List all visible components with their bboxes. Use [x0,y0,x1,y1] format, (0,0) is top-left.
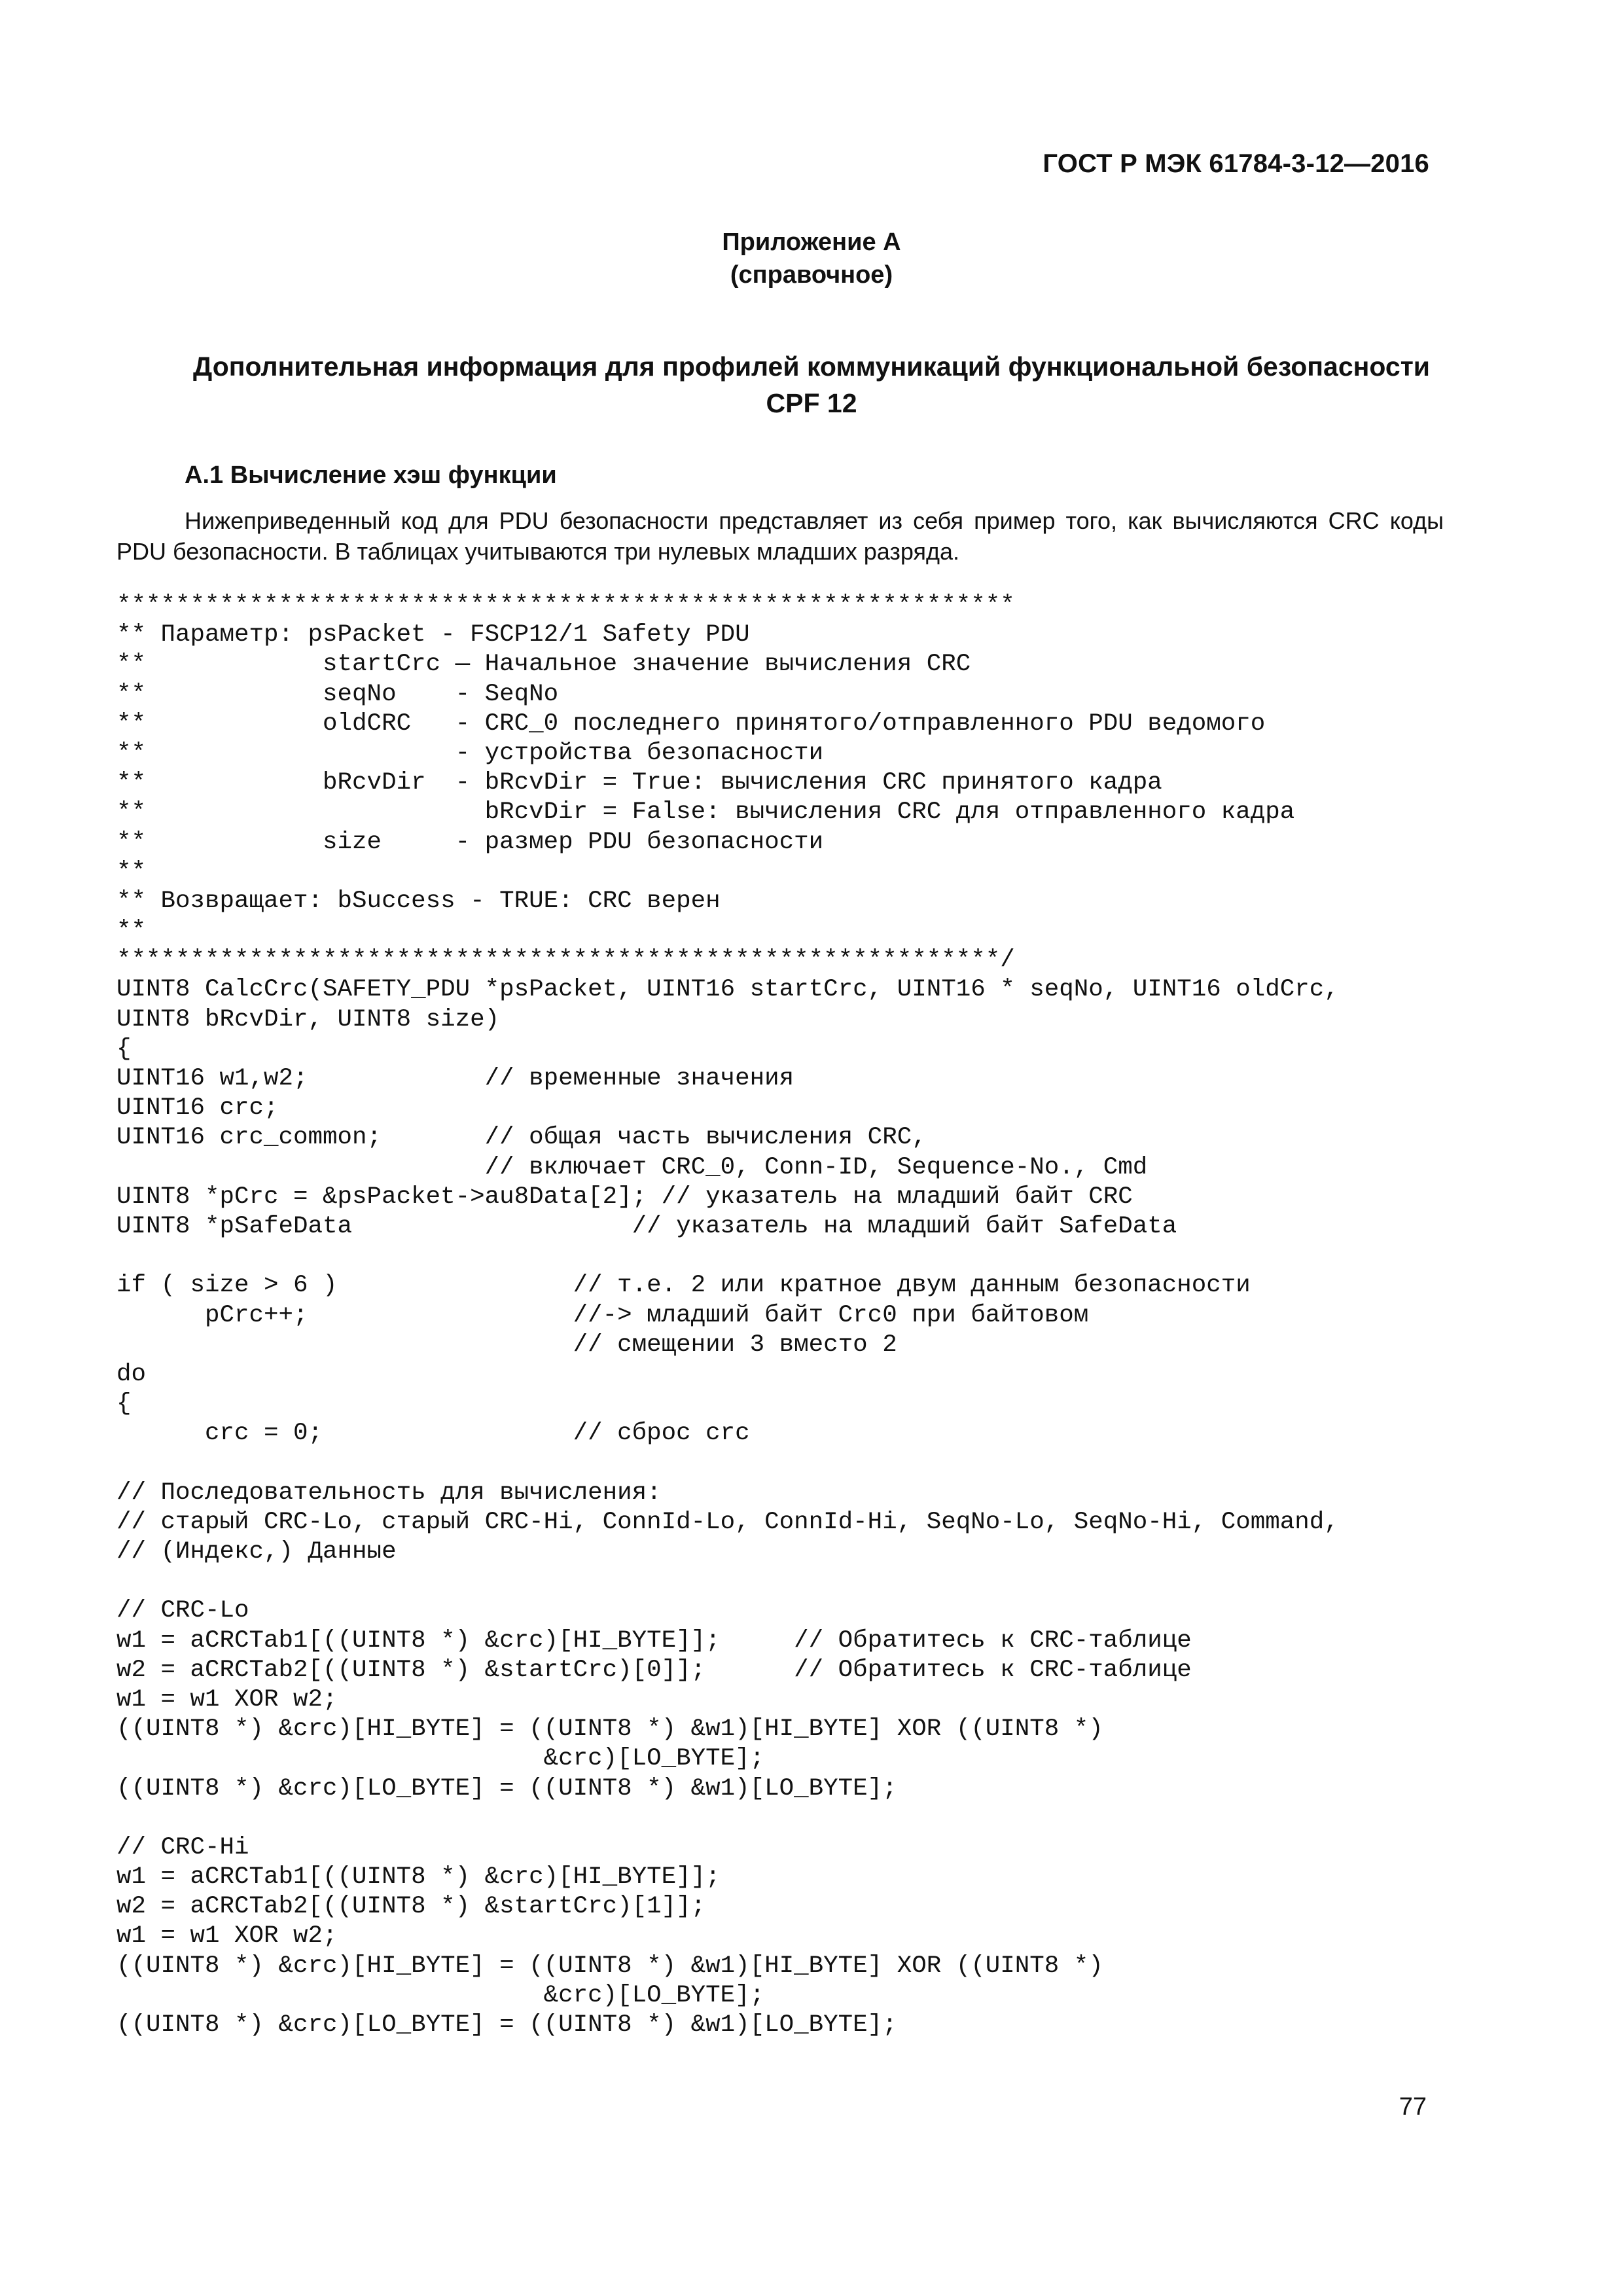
code-line [116,1567,1530,1596]
code-line: UINT8 bRcvDir, UINT8 size) [116,1005,500,1033]
appendix-type: (справочное) [730,261,893,289]
code-listing [116,591,1530,2040]
code-line: ************************************************************* [116,592,1015,619]
code-line: ** oldCRC - CRC_0 последнего принятого/отправленного PDU ведомого [116,709,1266,738]
code-line: crc = 0; // сброс crc [116,1420,750,1448]
intro-paragraph: Нижеприведенный код для PDU безопасности представляет из себя пример того, как вычисляются CRC коды PDU безопасности. В таблицах учитываются три нулевых младших разряда. [116,507,1444,565]
code-line: ((UINT8 *) &crc)[HI_BYTE] = ((UINT8 *) &w1)[HI_BYTE] XOR ((UINT8 *) [116,1715,1103,1744]
code-line: do [116,1360,147,1388]
code-line: UINT8 *pSafeData // указатель на младший байт SafeData [116,1212,1177,1240]
code-line: UINT8 CalcCrc(SAFETY_PDU *psPacket, UINT16 startCrc, UINT16 * seqNo, UINT16 oldCrc, [116,976,1339,1004]
code-line: // CRC-Hi [116,1833,249,1861]
document-title-line-1: Дополнительная информация для профилей коммуникаций функциональной безопасности [192,351,1430,382]
code-line: pCrc++; //-> младший байт Crc0 при байтовом [116,1301,1089,1329]
code-line: { [116,1035,132,1063]
code-line [116,1448,1530,1478]
code-line: if ( size > 6 ) // т.е. 2 или кратное двум данным безопасности [116,1272,1251,1300]
code-line: ** seqNo - SeqNo [116,680,559,708]
code-line: UINT16 crc_common; // общая часть вычисления CRC, [116,1124,927,1152]
code-line: ** bRcvDir - bRcvDir = True: вычисления CRC принятого кадра [116,769,1162,797]
document-title [118,348,1505,422]
code-line: w1 = w1 XOR w2; [116,1922,338,1950]
code-line: ** - устройства безопасности [116,739,824,767]
appendix-label: Приложение А [722,228,901,256]
code-line: &crc)[LO_BYTE]; [116,1745,765,1773]
code-line: // смещении 3 вместо 2 [116,1331,897,1359]
standard-id-header: ГОСТ Р МЭК 61784-3-12—2016 [1043,149,1429,178]
code-line [116,1804,1530,1833]
appendix-heading [0,226,1623,291]
code-line: ** [116,857,147,886]
code-line: w1 = aCRCTab1[((UINT8 *) &crc)[HI_BYTE]]; // Обратитесь к CRC-таблице [116,1626,1192,1655]
code-line [116,1242,1530,1271]
document-title-line-2: CPF 12 [766,388,857,418]
code-line: // (Индекс,) Данные [116,1538,397,1566]
code-line: ((UINT8 *) &crc)[HI_BYTE] = ((UINT8 *) &w1)[HI_BYTE] XOR ((UINT8 *) [116,1952,1103,1980]
page-number: 77 [1399,2093,1427,2121]
code-line: ((UINT8 *) &crc)[LO_BYTE] = ((UINT8 *) &w1)[LO_BYTE]; [116,1774,897,1803]
code-line: ** Параметр: psPacket - FSCP12/1 Safety PDU [116,621,750,649]
code-line: ************************************************************/ [116,946,1015,975]
code-line: ** [116,917,147,945]
code-line: { [116,1390,132,1418]
code-line: UINT16 crc; [116,1094,279,1122]
code-line: UINT8 *pCrc = &psPacket->au8Data[2]; // указатель на младший байт CRC [116,1183,1133,1211]
code-line: ((UINT8 *) &crc)[LO_BYTE] = ((UINT8 *) &w1)[LO_BYTE]; [116,2011,897,2039]
code-line: ** startCrc — Начальное значение вычисления CRC [116,651,971,679]
code-line: // CRC-Lo [116,1597,249,1625]
code-line: w2 = aCRCTab2[((UINT8 *) &startCrc)[1]]; [116,1893,706,1921]
section-heading: А.1 Вычисление хэш функции [185,461,557,489]
code-line: // старый CRC-Lo, старый CRC-Hi, ConnId-Lo, ConnId-Hi, SeqNo-Lo, SeqNo-Hi, Command, [116,1508,1339,1536]
code-line: ** Возвращает: bSuccess - TRUE: CRC верен [116,887,721,915]
code-line: w2 = aCRCTab2[((UINT8 *) &startCrc)[0]]; // Обратитесь к CRC-таблице [116,1656,1192,1684]
code-line: w1 = aCRCTab1[((UINT8 *) &crc)[HI_BYTE]]; [116,1863,721,1892]
code-line: // включает CRC_0, Conn-ID, Sequence-No., Cmd [116,1153,1148,1181]
code-line: w1 = w1 XOR w2; [116,1685,338,1713]
code-line: ** size - размер PDU безопасности [116,828,824,856]
code-line: // Последовательность для вычисления: [116,1479,662,1507]
code-line: UINT16 w1,w2; // временные значения [116,1065,794,1092]
code-line: &crc)[LO_BYTE]; [116,1981,765,2009]
code-line: ** bRcvDir = False: вычисления CRC для отправленного кадра [116,798,1295,827]
